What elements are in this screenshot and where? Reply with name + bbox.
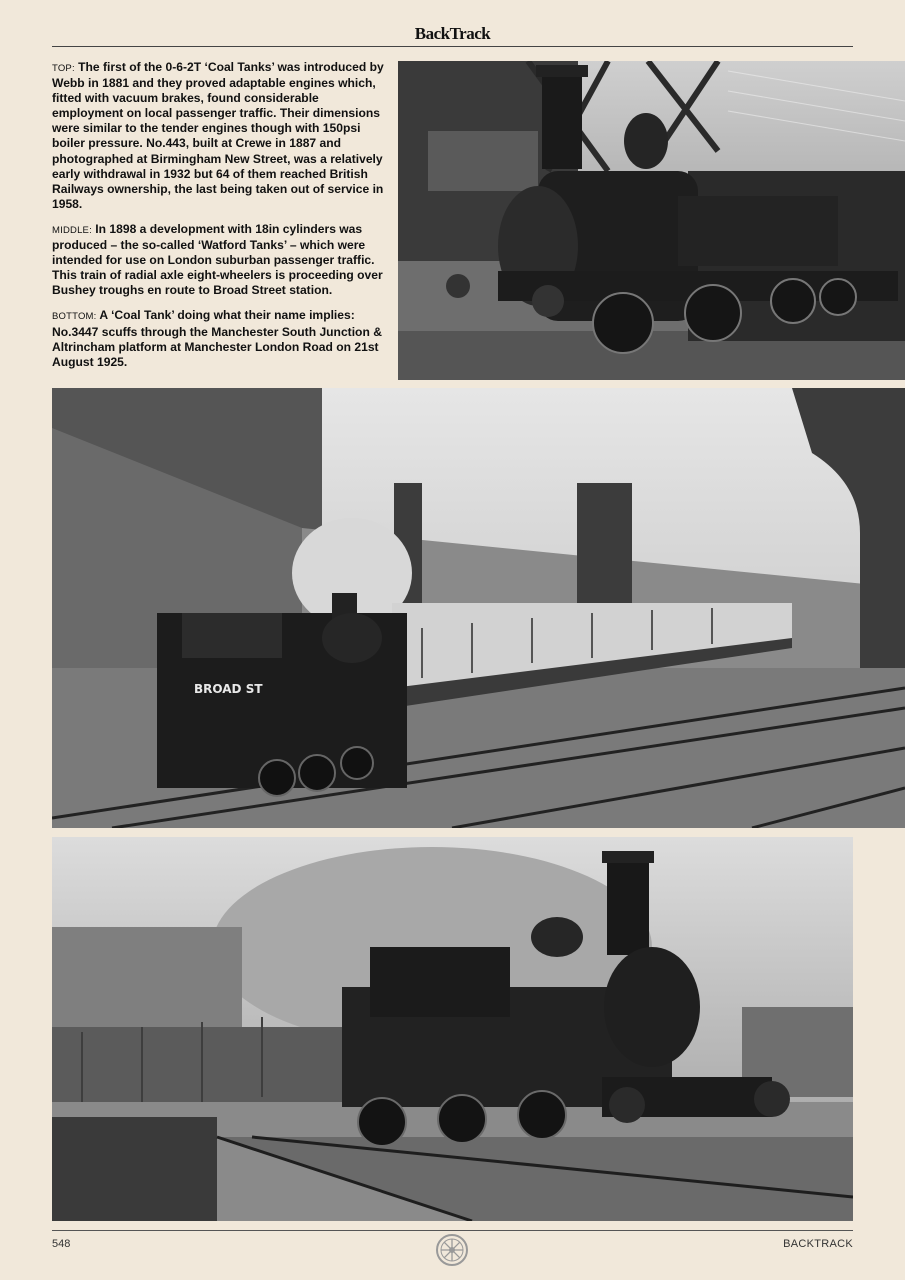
caption-label: MIDDLE: bbox=[52, 224, 92, 236]
photo-top-image bbox=[398, 61, 905, 380]
caption-text: In 1898 a development with 18in cylinders was produced – the so-called ‘Watford Tanks’ – which were intended for use on London suburban passenger traffic. This train of radial axle eight-wheelers is proceeding over Bushey troughs en route to Broad Street station. bbox=[52, 221, 383, 298]
magazine-logo: BackTrack bbox=[414, 24, 491, 43]
caption-column bbox=[52, 60, 392, 380]
caption-label: BOTTOM: bbox=[52, 311, 97, 323]
caption-middle bbox=[52, 222, 392, 298]
headboard-sign: BROAD ST bbox=[194, 682, 263, 696]
caption-top bbox=[52, 60, 392, 212]
photo-bottom-coal-tank bbox=[52, 837, 853, 1221]
page-header bbox=[52, 22, 853, 47]
caption-bottom bbox=[52, 308, 392, 369]
magazine-brand: BACKTRACK bbox=[783, 1238, 853, 1250]
caption-label: TOP: bbox=[52, 63, 75, 74]
photo-middle-train bbox=[52, 388, 905, 828]
page-number: 548 bbox=[52, 1238, 71, 1250]
caption-text: A ‘Coal Tank’ doing what their name implies: No.3447 scuffs through the Manchester South Junction & Altrincham platform at Manchester London Road on 21st August 1925. bbox=[52, 308, 382, 369]
photo-top-locomotive bbox=[398, 61, 905, 380]
photo-bottom-image bbox=[52, 837, 853, 1221]
caption-text: The first of the 0-6-2T ‘Coal Tanks’ was introduced by Webb in 1881 and they proved adaptable engines which, fitted with vacuum brakes, found considerable employment on local passenger traffic. Their dimensions were similar to the tender engines though with 150psi boiler pressure. No.443, built at Crewe in 1887 and photographed at Birmingham New Street, was a relatively early withdrawal in 1932 but 64 of them reached British Railways ownership, the last being taken out of service in 1958. bbox=[52, 60, 384, 211]
page-footer bbox=[52, 1230, 853, 1261]
wheel-icon bbox=[435, 1233, 469, 1267]
photo-middle-image bbox=[52, 388, 905, 828]
